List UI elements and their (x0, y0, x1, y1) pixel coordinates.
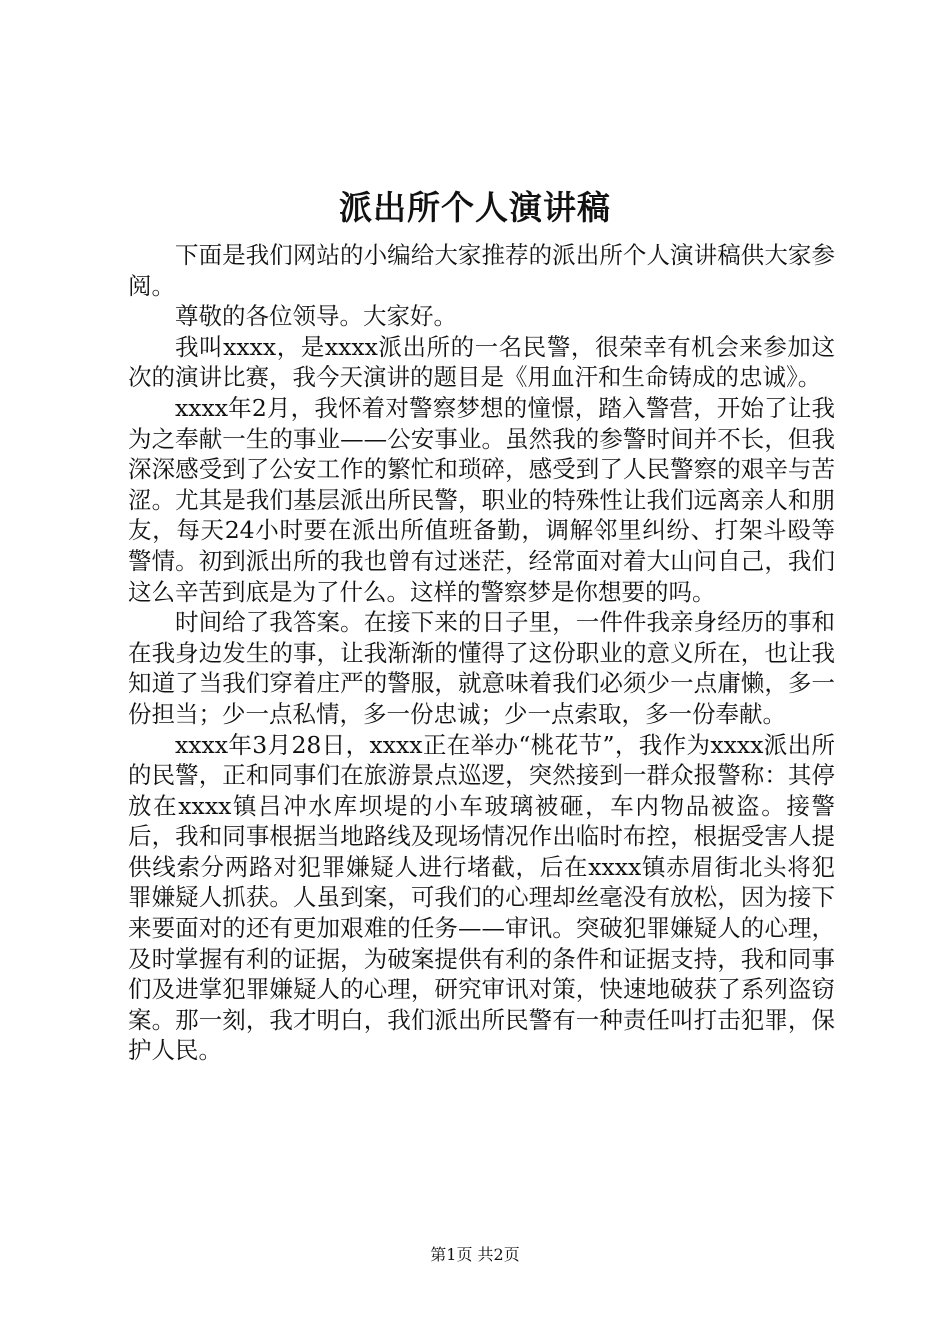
document-body (128, 240, 835, 1066)
paragraph-answer: 时间给了我答案。在接下来的日子里，一件件我亲身经历的事和在我身边发生的事，让我渐渐的懂得了这份职业的意义所在，也让我知道了当我们穿着庄严的警服，就意味着我们必须少一点庸懒，多一份担当；少一点私情，多一份忠诚；少一点索取，多一份奉献。 (128, 608, 835, 728)
page-title: 派出所个人演讲稿 (339, 188, 611, 227)
paragraph-intro: 下面是我们网站的小编给大家推荐的派出所个人演讲稿供大家参阅。 (128, 241, 835, 300)
page-footer: 第1页 共2页 (430, 1245, 520, 1264)
paragraph-greeting: 尊敬的各位领导。大家好。 (175, 302, 457, 331)
paragraph-self-introduction: 我叫xxxx，是xxxx派出所的一名民警，很荣幸有机会来参加这次的演讲比赛，我今天演讲的题目是《用血汗和生命铸成的忠诚》。 (128, 332, 835, 392)
paragraph-case-story: xxxx年3月28日，xxxx正在举办“桃花节”，我作为xxxx派出所的民警，正和同事们在旅游景点巡逻，突然接到一群众报警称：其停放在xxxx镇吕冲水库坝堤的小车玻璃被砸，车内物品被盗。接警后，我和同事根据当地路线及现场情况作出临时布控，根据受害人提供线索分两路对犯罪嫌疑人进行堵截，后在xxxx镇赤眉街北头将犯罪嫌疑人抓获。人虽到案，可我们的心理却丝毫没有放松，因为接下来要面对的还有更加艰难的任务——审讯。突破犯罪嫌疑人的心理，及时掌握有利的证据，为破案提供有利的条件和证据支持，我和同事们及进掌犯罪嫌疑人的心理，研究审讯对策，快速地破获了系列盗窃案。那一刻，我才明白，我们派出所民警有一种责任叫打击犯罪，保护人民。 (128, 730, 835, 1065)
paragraph-career-start: xxxx年2月，我怀着对警察梦想的憧憬，踏入警营，开始了让我为之奉献一生的事业——公安事业。虽然我的参警时间并不长，但我深深感受到了公安工作的繁忙和琐碎，感受到了人民警察的艰辛与苦涩。尤其是我们基层派出所民警，职业的特殊性让我们远离亲人和朋友，每天24小时要在派出所值班备勤，调解邻里纠纷、打架斗殴等警情。初到派出所的我也曾有过迷茫，经常面对着大山问自己，我们这么辛苦到底是为了什么。这样的警察梦是你想要的吗。 (128, 393, 835, 606)
